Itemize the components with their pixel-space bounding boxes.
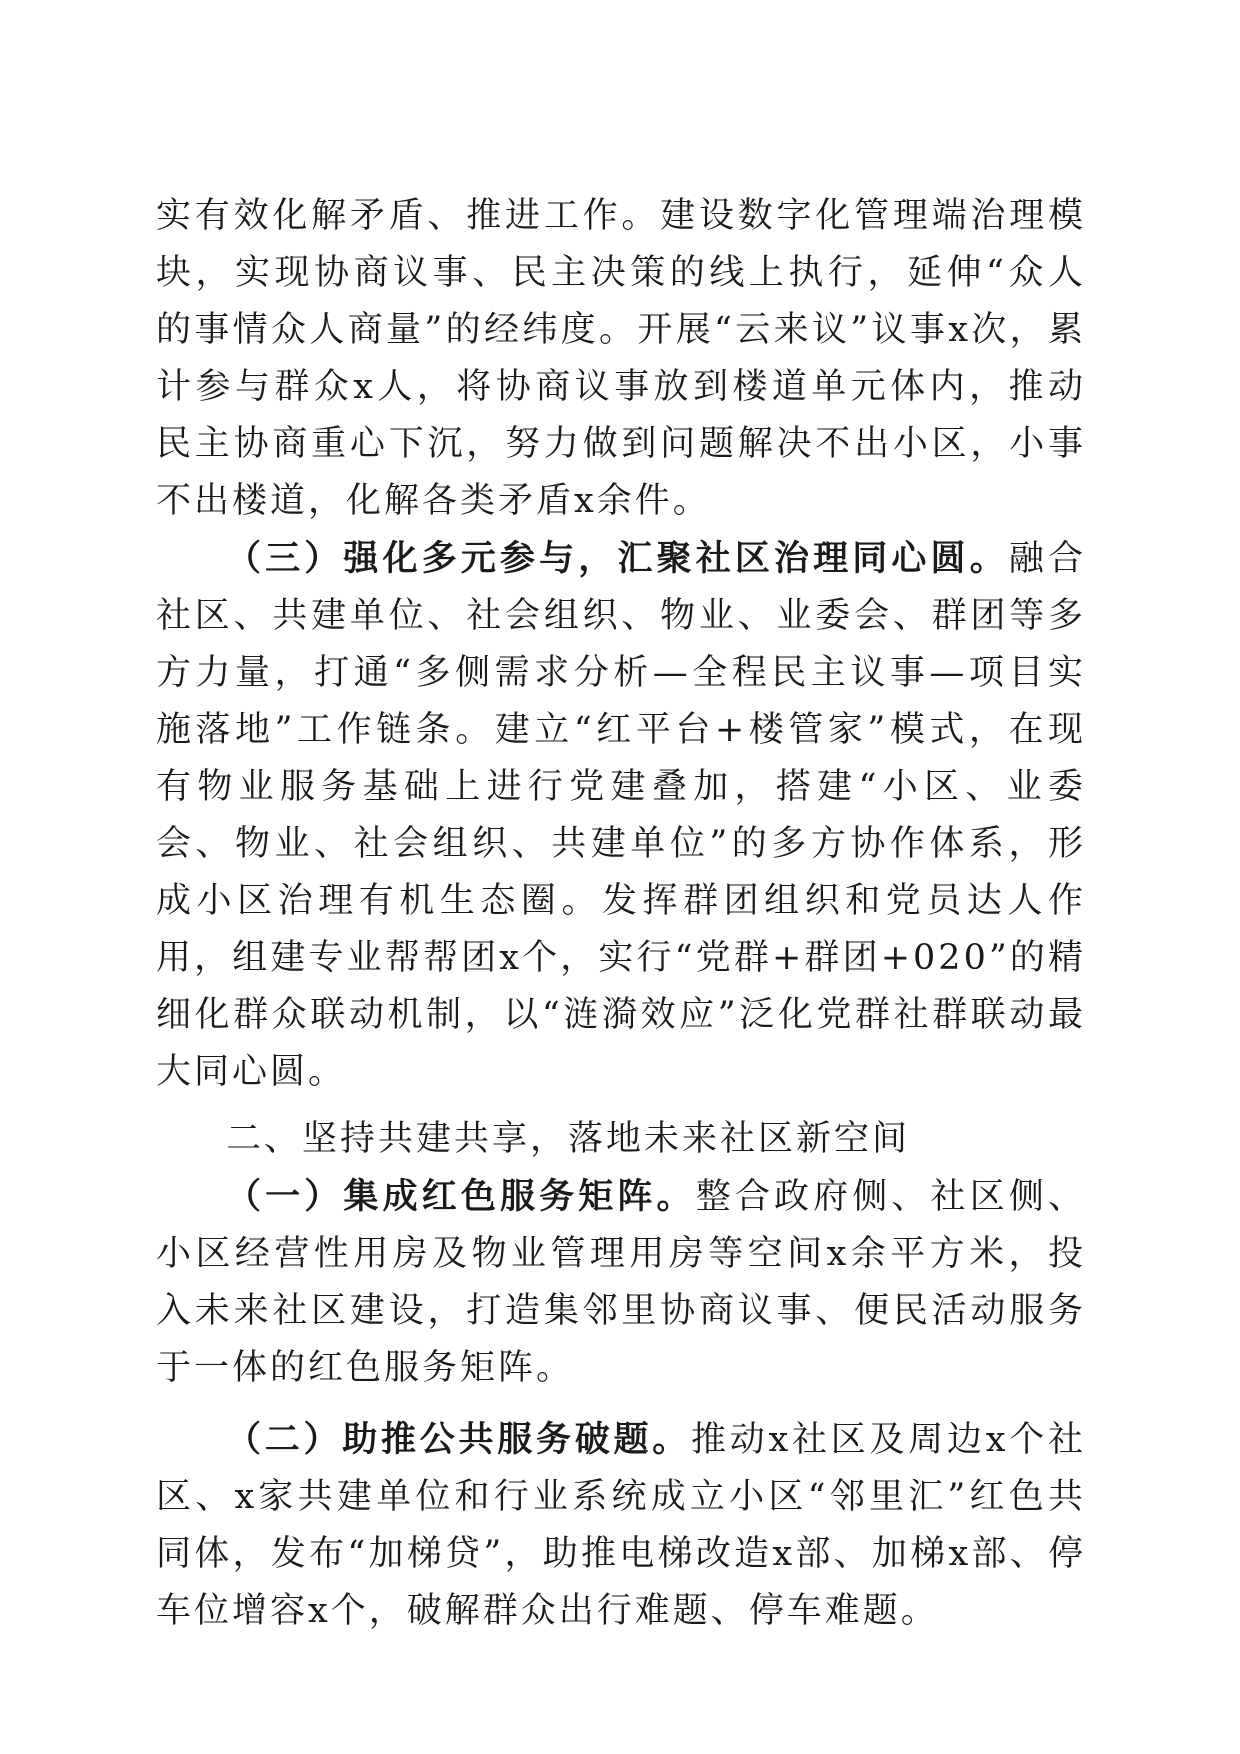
paragraph-text: 融合社区、共建单位、社会组织、物业、业委会、群团等多方力量，打通“多侧需求分析—全程民主议事—项目实施落地”工作链条。建立“红平台+楼管家”模式，在现有物业服务基础上进行党建叠加，搭建“小区、业委会、物业、社会组织、共建单位”的多方协作体系，形成小区治理有机生态圈。发挥群团组织和党员达人作用，组建专业帮帮团x个，实行“党群+群团+020”的精细化群众联动机制，以“涟漪效应”泛化党群社群联动最大同心圆。 [156,539,1086,1092]
section-heading-2: 二、坚持共建共享，落地未来社区新空间 [226,1119,911,1159]
paragraph-text: 整合政府侧、社区侧、小区经营性用房及物业管理用房等空间x余平方米，投入未来社区建设，打造集邻里协商议事、便民活动服务于一体的红色服务矩阵。 [156,1177,1086,1388]
paragraph-red-service [156,1168,1086,1397]
section-title-1: （一）集成红色服务矩阵。 [226,1176,696,1217]
paragraph-text: 推动x社区及周边x个社区、x家共建单位和行业系统成立小区“邻里汇”红色共同体，发布“加梯贷”，助推电梯改造x部、加梯x部、停车位增容x个，破解群众出行难题、停车难题。 [156,1420,1087,1631]
paragraph-continuation: 实有效化解矛盾、推进工作。建设数字化管理端治理模块，实现协商议事、民主决策的线上执行，延伸“众人的事情众人商量”的经纬度。开展“云来议”议事x次，累计参与群众x人，将协商议事放到楼道单元体内，推动民主协商重心下沉，努力做到问题解决不出小区，小事不出楼道，化解各类矛盾x余件。 [156,196,1086,521]
paragraph-multi-participation [156,530,1086,1101]
paragraph-public-service [156,1411,1086,1640]
document-body [156,188,1086,1640]
section-title-2: （二）助推公共服务破题。 [226,1419,692,1460]
section-title-3: （三）强化多元参与，汇聚社区治理同心圆。 [226,538,1009,579]
